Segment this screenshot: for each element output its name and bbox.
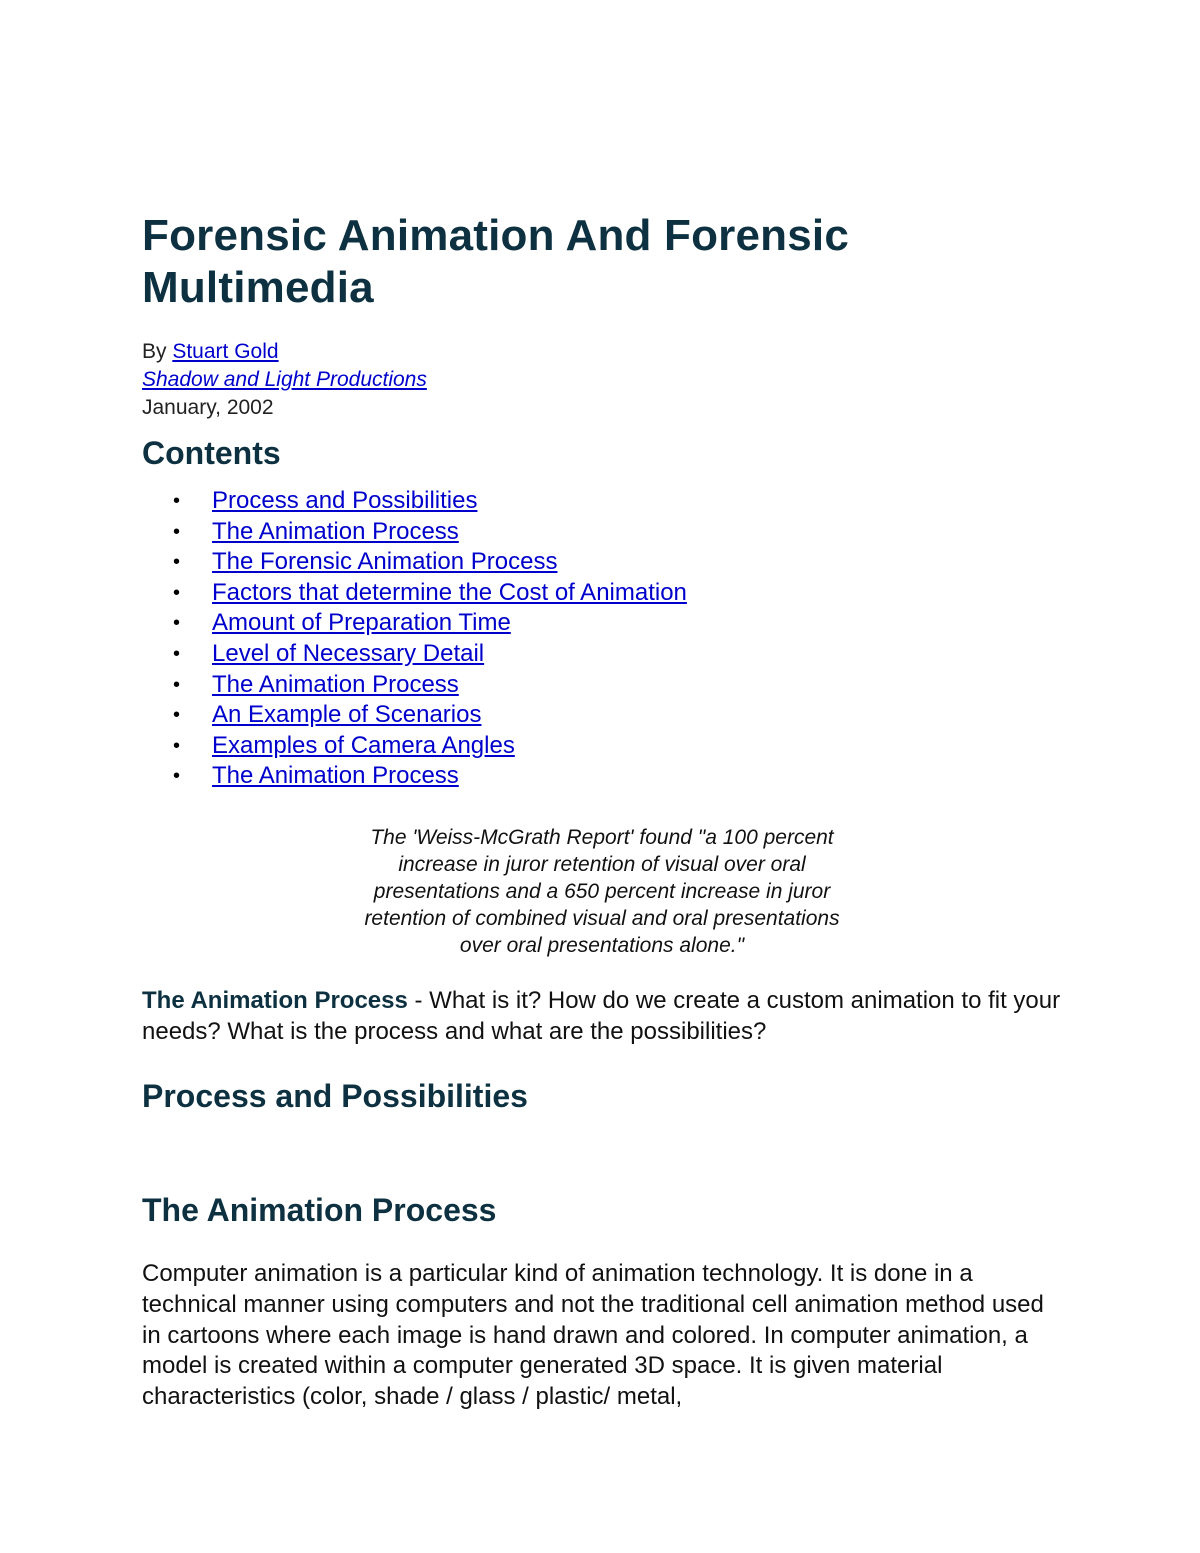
toc-link-camera-angles[interactable]: Examples of Camera Angles [212, 731, 515, 759]
toc-link-preparation-time[interactable]: Amount of Preparation Time [212, 609, 511, 637]
bullet-icon: • [173, 642, 181, 665]
publication-date: January, 2002 [142, 396, 274, 419]
title-line-2: Multimedia [142, 263, 374, 312]
bullet-icon: • [173, 581, 181, 604]
organization-link[interactable]: Shadow and Light Productions [142, 368, 427, 391]
toc-item [142, 486, 1062, 517]
toc-link-animation-process-2[interactable]: The Animation Process [212, 670, 459, 698]
bullet-icon: • [173, 490, 181, 512]
toc-item [142, 761, 1062, 792]
body-paragraph: Computer animation is a particular kind of animation technology. It is done in a technical manner using computers and not the traditional cell animation method used in cartoons where each image is hand drawn and colored. In computer animation, a model is created within a computer generated 3D space. It is given material characteristics (color, shade / glass / plastic/ metal, [142, 1259, 1044, 1411]
quote-line: increase in juror retention of visual over oral [398, 852, 806, 876]
table-of-contents [142, 486, 1062, 792]
page-title [142, 210, 1062, 314]
quote-line: over oral presentations alone." [459, 933, 745, 957]
byline [142, 338, 1062, 422]
bullet-icon: • [173, 765, 181, 788]
author-line [142, 338, 1062, 366]
pull-quote [322, 824, 882, 959]
toc-link-example-scenarios[interactable]: An Example of Scenarios [212, 701, 482, 729]
quote-line: The 'Weiss-McGrath Report' found "a 100 percent [370, 825, 834, 849]
toc-item [142, 670, 1062, 701]
toc-item [142, 517, 1062, 548]
bullet-icon: • [173, 734, 181, 757]
toc-item [142, 547, 1062, 578]
quote-line: presentations and a 650 percent increase in juror [373, 879, 831, 903]
toc-item [142, 608, 1062, 639]
bullet-icon: • [173, 520, 181, 543]
contents-heading: Contents [142, 435, 281, 471]
intro-bold-term: The Animation Process [142, 986, 408, 1014]
document-content [142, 210, 1062, 1437]
by-label: By [142, 340, 173, 363]
bullet-icon: • [173, 612, 181, 635]
quote-line: retention of combined visual and oral presentations [364, 906, 840, 930]
toc-link-animation-process-3[interactable]: The Animation Process [212, 762, 459, 790]
toc-item [142, 578, 1062, 609]
title-line-1: Forensic Animation And Forensic [142, 211, 850, 260]
toc-item [142, 639, 1062, 670]
section-heading-process-and-possibilities: Process and Possibilities [142, 1077, 528, 1114]
toc-link-process-and-possibilities[interactable]: Process and Possibilities [212, 487, 478, 514]
section-heading-animation-process: The Animation Process [142, 1191, 497, 1228]
toc-item [142, 731, 1062, 762]
toc-item [142, 700, 1062, 731]
bullet-icon: • [173, 551, 181, 574]
toc-link-cost-factors[interactable]: Factors that determine the Cost of Animation [212, 578, 687, 606]
toc-link-necessary-detail[interactable]: Level of Necessary Detail [212, 639, 485, 667]
intro-paragraph [142, 985, 1062, 1047]
toc-link-animation-process[interactable]: The Animation Process [212, 517, 459, 545]
intro-text: - What is it? How do we create a custom animation to fit your needs? What is the process and what are the possibilities? [142, 986, 1061, 1045]
bullet-icon: • [173, 704, 181, 727]
bullet-icon: • [173, 673, 181, 696]
author-link[interactable]: Stuart Gold [172, 340, 279, 363]
toc-link-forensic-animation-process[interactable]: The Forensic Animation Process [212, 548, 558, 576]
